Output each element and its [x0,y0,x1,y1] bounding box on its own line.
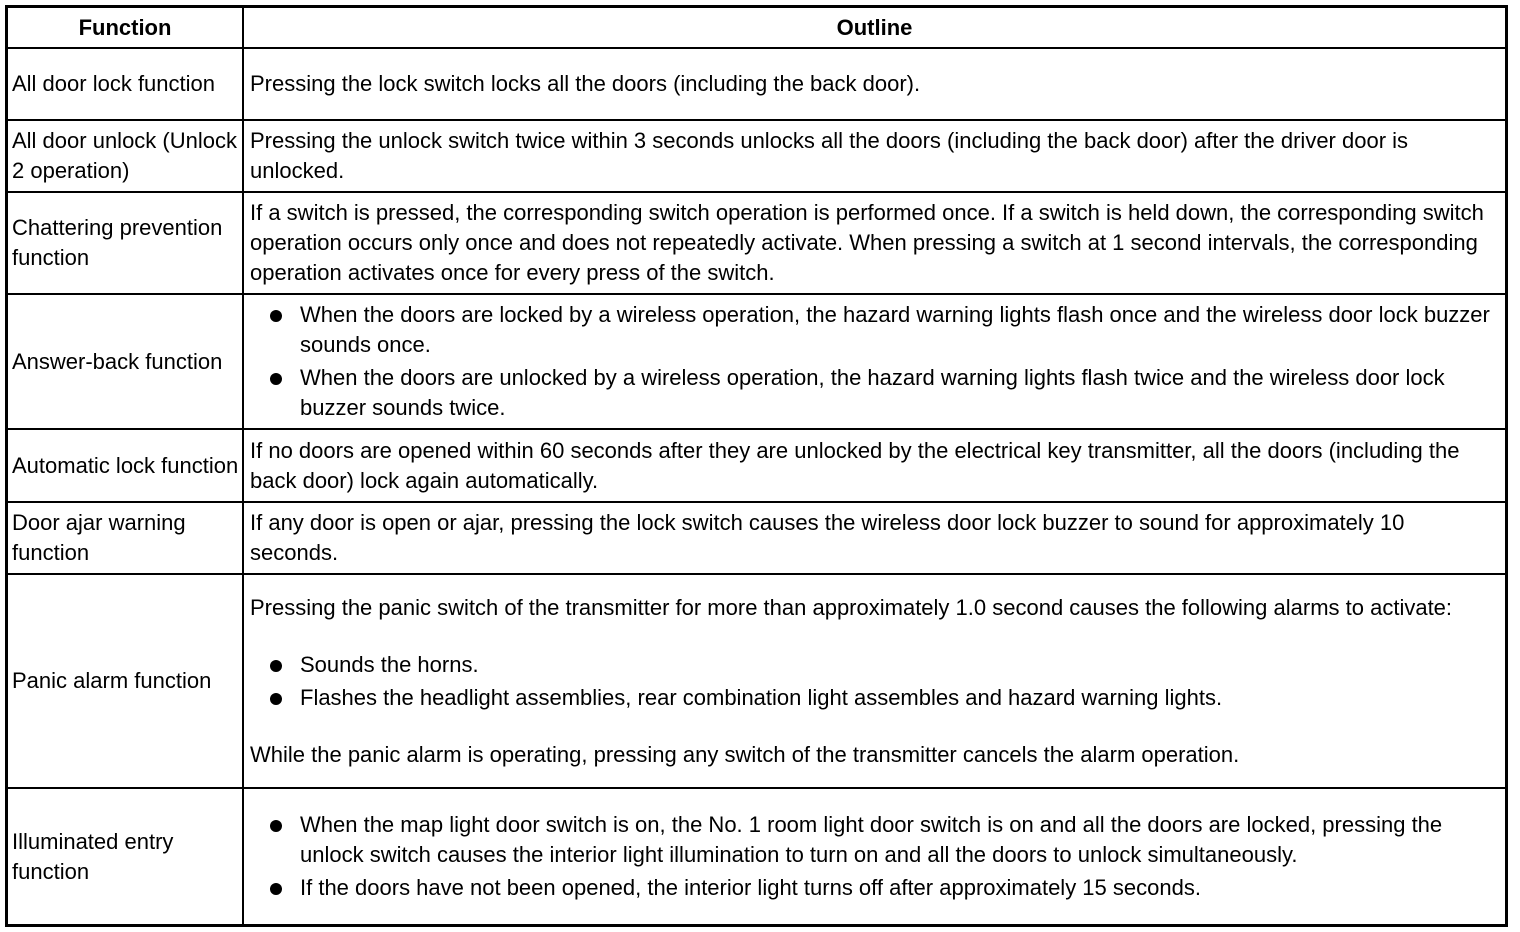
row-function: Chattering prevention function [8,193,244,295]
outline-intro: Pressing the panic switch of the transmitter for more than approximately 1.0 second causes the following alarms to activate: [250,594,1453,620]
row-outline [244,295,1505,430]
row-function: Door ajar warning function [8,503,244,575]
bullet-item: When the doors are locked by a wireless operation, the hazard warning lights flash once and the wireless door lock buzzer sounds once. [250,300,1495,360]
bullet-list [250,297,1495,426]
row-outline [244,49,1505,121]
row-function: Panic alarm function [8,575,244,789]
function-outline-table [5,5,1508,927]
outline-text: If a switch is pressed, the corresponding switch operation is performed once. If a switch is held down, the corresponding switch operation occurs only once and does not repeatedly activate. When pressing a switch at 1 second intervals, the corresponding operation activates once for every press of the switch. [250,200,1484,285]
outline-text: If any door is open or ajar, pressing the lock switch causes the wireless door lock buzzer to sound for approximately 10 seconds. [250,510,1405,565]
row-outline [244,430,1505,503]
outline-outro: While the panic alarm is operating, pressing any switch of the transmitter cancels the alarm operation. [250,741,1240,767]
row-outline [244,789,1505,924]
row-outline [244,575,1505,789]
row-function: Answer-back function [8,295,244,430]
header-function: Function [8,8,244,49]
outline-text: Pressing the lock switch locks all the doors (including the back door). [250,71,921,96]
outline-text: Pressing the unlock switch twice within 3 seconds unlocks all the doors (including the back door) after the driver door is unlocked. [250,128,1409,183]
row-function: All door lock function [8,49,244,121]
bullet-item: If the doors have not been opened, the interior light turns off after approximately 15 seconds. [250,873,1495,903]
row-function: All door unlock (Unlock 2 operation) [8,121,244,193]
row-function: Automatic lock function [8,430,244,503]
header-outline: Outline [244,8,1505,49]
bullet-list [250,807,1495,906]
bullet-item: When the doors are unlocked by a wireless operation, the hazard warning lights flash twice and the wireless door lock buzzer sounds twice. [250,363,1495,423]
bullet-item: Flashes the headlight assemblies, rear combination light assembles and hazard warning lights. [250,683,1495,713]
bullet-item: Sounds the horns. [250,650,1495,680]
row-outline [244,503,1505,575]
row-function: Illuminated entry function [8,789,244,924]
row-outline [244,121,1505,193]
outline-text: If no doors are opened within 60 seconds after they are unlocked by the electrical key transmitter, all the doors (including the back door) lock again automatically. [250,437,1460,493]
bullet-item: When the map light door switch is on, the No. 1 room light door switch is on and all the doors are locked, pressing the unlock switch causes the interior light illumination to turn on and all the doors to unlock simultaneously. [250,810,1495,870]
bullet-list [250,647,1495,716]
row-outline [244,193,1505,295]
